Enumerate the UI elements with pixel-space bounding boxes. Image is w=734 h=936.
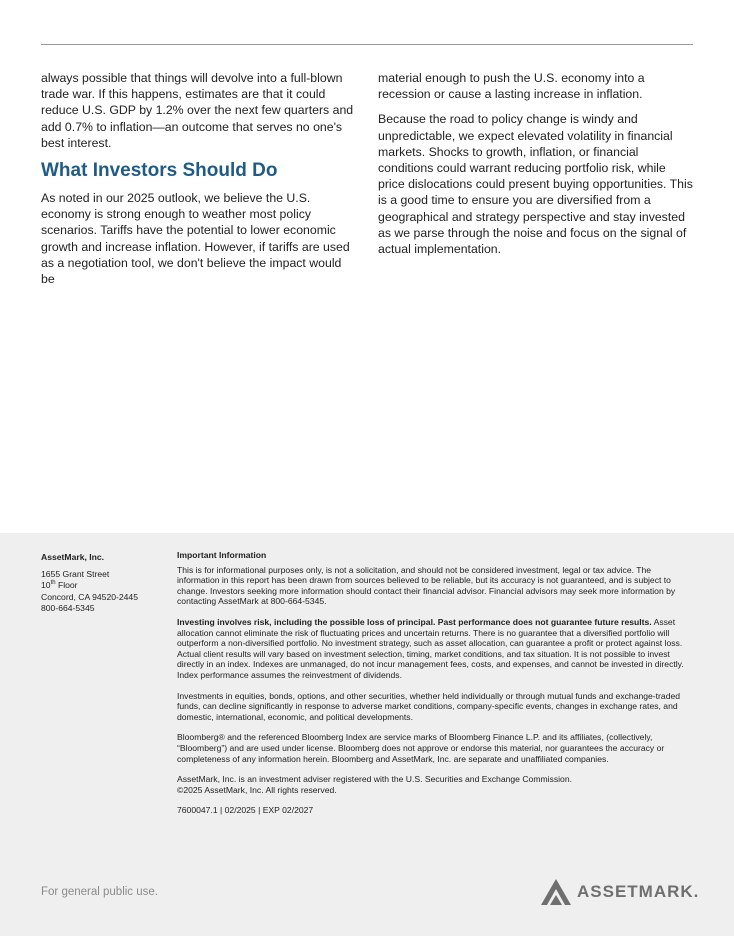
continuation-paragraph: material enough to push the U.S. economy into a recession or cause a lasting increase in inflation. bbox=[378, 71, 645, 102]
right-column bbox=[378, 70, 694, 266]
address-street: 1655 Grant Street bbox=[41, 569, 110, 580]
section-heading: What Investors Should Do bbox=[41, 160, 278, 182]
company-name: AssetMark, Inc. bbox=[41, 552, 105, 562]
equities-disclosure: Investments in equities, bonds, options, and other securities, whether held individually or through mutual funds and exchange-traded funds, can decline significantly in response to adverse market conditions, company-specific events, changes in exchange rates, and domestic, international, economic, and political developments. bbox=[177, 690, 681, 722]
left-column bbox=[41, 70, 356, 296]
assetmark-logo-icon bbox=[541, 879, 575, 905]
company-address bbox=[41, 552, 171, 614]
company-phone: 800-664-5345 bbox=[41, 602, 95, 613]
important-info-text: This is for informational purposes only, is not a solicitation, and should not be considered investment, legal or tax advice. The information in this report has been drawn from sources believed to be reliable, but its accuracy is not guaranteed, and is subject to change. Investors seeking more information should contact their financial advisor. Financial advisors may seek more information by contacting AssetMark at 800-664-5345. bbox=[177, 564, 676, 607]
address-floor: 10th Floor bbox=[41, 580, 78, 591]
adviser-disclosure: AssetMark, Inc. is an investment adviser registered with the U.S. Securities and Exchange Commission. ©2025 AssetMark, Inc. All rights reserved. bbox=[177, 774, 573, 795]
address-city: Concord, CA 94520-2445 bbox=[41, 591, 138, 602]
document-code: 7600047.1 | 02/2025 | EXP 02/2027 bbox=[177, 805, 314, 816]
logo-wordmark: ASSETMARK. bbox=[577, 882, 700, 901]
risk-disclosure: Investing involves risk, including the possible loss of principal. Past performance does not guarantee future results. Asset allocation cannot eliminate the risk of fluctuating prices and uncertain returns. There is no guarantee that a diversified portfolio will outperform a non-diversified portfolio. No investment strategy, such as asset allocation, can guarantee a profit or protect against loss. Actual client results will vary based on investment selection, timing, market conditions, and tax situation. It is not possible to invest directly in an index. Indexes are unmanaged, do not incur management fees, costs, and expenses, and cannot be invested in directly. Index performance assumes the reinvestment of dividends. bbox=[177, 616, 684, 680]
assetmark-logo bbox=[541, 879, 701, 905]
intro-paragraph: always possible that things will devolve into a full-blown trade war. If this happens, estimates are that it could reduce U.S. GDP by 1.2% over the next few quarters and add 0.7% to inflation—an outcome that serves no one's best interest. bbox=[41, 71, 354, 150]
important-info-heading: Important Information bbox=[177, 550, 267, 560]
disclosures bbox=[177, 550, 689, 826]
bloomberg-disclosure: Bloomberg® and the referenced Bloomberg Index are service marks of Bloomberg Finance L.P. and its affiliates, (collectively, “Bloomberg”) and are used under license. Bloomberg does not approve or endorse this material, nor guarantees the accuracy or completeness of any information herein. Bloomberg and AssetMark, Inc. are separate and unaffiliated companies. bbox=[177, 732, 665, 764]
footer bbox=[0, 533, 734, 936]
public-use-note: For general public use. bbox=[41, 886, 158, 898]
top-divider bbox=[41, 44, 693, 45]
body-paragraph: As noted in our 2025 outlook, we believe the U.S. economy is strong enough to weather most policy scenarios. Tariffs have the potential to lower economic growth and increase inflation. However, if tariffs are used as a negotiation tool, we don't believe the impact would be bbox=[41, 191, 350, 287]
body-paragraph: Because the road to policy change is windy and unpredictable, we expect elevated volatility in financial markets. Shocks to growth, inflation, or financial conditions could warrant reducing portfolio risk, while price dislocations could present buying opportunities. This is a good time to ensure you are diversified from a geographical and strategy perspective and stay invested as we parse through the noise and focus on the signal of actual implementation. bbox=[378, 112, 693, 257]
